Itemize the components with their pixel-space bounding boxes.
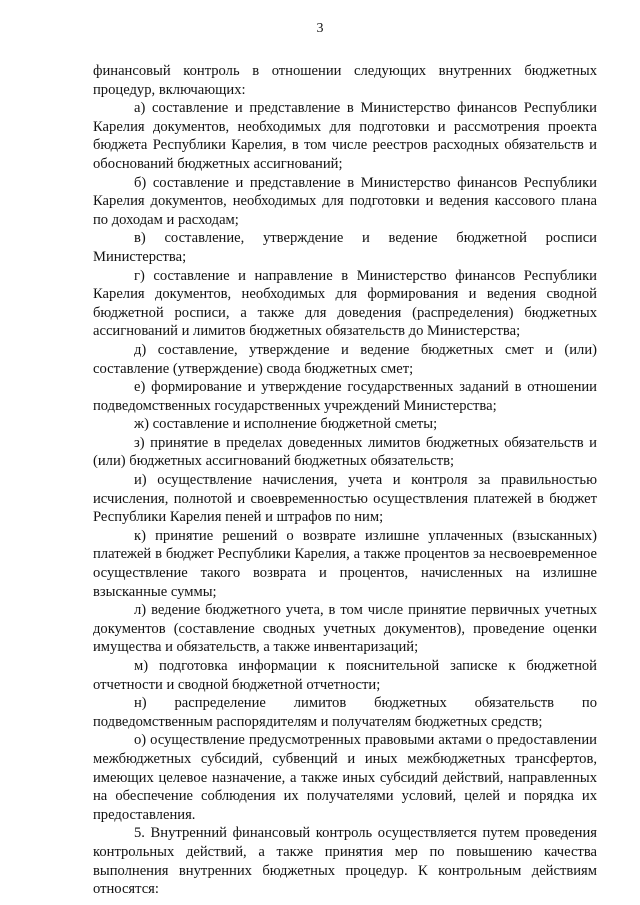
list-item-zh: ж) составление и исполнение бюджетной сметы;	[134, 416, 438, 433]
page-number: 3	[316, 21, 324, 36]
list-item-g: г) составление и направление в Министерство финансов Республики Карелия документов, необходимых для формирования и ведения сводной бюджетной росписи, а также для доведения (распределения) бюджетных ассигнований и лимитов бюджетных обязательств до Министерства;	[93, 267, 597, 340]
list-item-k: к) принятие решений о возврате излишне уплаченных (взысканных) платежей в бюджет Республики Карелия, а также процентов за несвоевременное осуществление такого возврата и процентов, начисленных на излишне взысканные суммы;	[93, 527, 597, 600]
list-item-n: н) распределение лимитов бюджетных обязательств по подведомственным распорядителям и получателям бюджетных средств;	[93, 695, 597, 730]
list-item-i: и) осуществление начисления, учета и контроля за правильностью исчисления, полнотой и своевременностью осуществления платежей в бюджет Республики Карелия пеней и штрафов по ним;	[93, 472, 597, 526]
list-item-v: в) составление, утверждение и ведение бюджетной росписи Министерства;	[93, 230, 597, 265]
list-item-m: м) подготовка информации к пояснительной записке к бюджетной отчетности и сводной бюджетной отчетности;	[93, 658, 597, 693]
list-item-b: б) составление и представление в Министерство финансов Республики Карелия документов, необходимых для подготовки и ведения кассового плана по доходам и расходам;	[93, 174, 597, 228]
list-item-d: д) составление, утверждение и ведение бюджетных смет и (или) составление (утверждение) свода бюджетных смет;	[93, 341, 597, 377]
list-item-e: е) формирование и утверждение государственных заданий в отношении подведомственных государственных учреждений Министерства;	[93, 379, 597, 414]
list-item-a: а) составление и представление в Министерство финансов Республики Карелия документов, необходимых для подготовки и рассмотрения проекта бюджета Республики Карелия, в том числе реестров расходных обязательств и обоснований бюджетных ассигнований;	[93, 100, 597, 172]
list-item-o: о) осуществление предусмотренных правовыми актами о предоставлении межбюджетных субсидий, субвенций и иных межбюджетных трансфертов, имеющих целевое назначение, а также иных субсидий действий, направленных на обеспечение соблюдения их получателями условий, целей и порядка их предоставления.	[93, 732, 597, 823]
list-item-l: л) ведение бюджетного учета, в том числе принятие первичных учетных документов (составление сводных учетных документов), проведение оценки имущества и обязательств, а также инвентаризаций;	[93, 602, 597, 656]
paragraph-intro: финансовый контроль в отношении следующих внутренних бюджетных процедур, включающих:	[93, 63, 597, 98]
list-item-z: з) принятие в пределах доведенных лимитов бюджетных обязательств и (или) бюджетных ассигнований бюджетных обязательств;	[93, 434, 597, 470]
document-body	[93, 62, 597, 899]
section-5-paragraph: 5. Внутренний финансовый контроль осуществляется путем проведения контрольных действий, а также принятия мер по повышению качества выполнения внутренних бюджетных процедур. К контрольным действиям относятся:	[93, 825, 597, 898]
